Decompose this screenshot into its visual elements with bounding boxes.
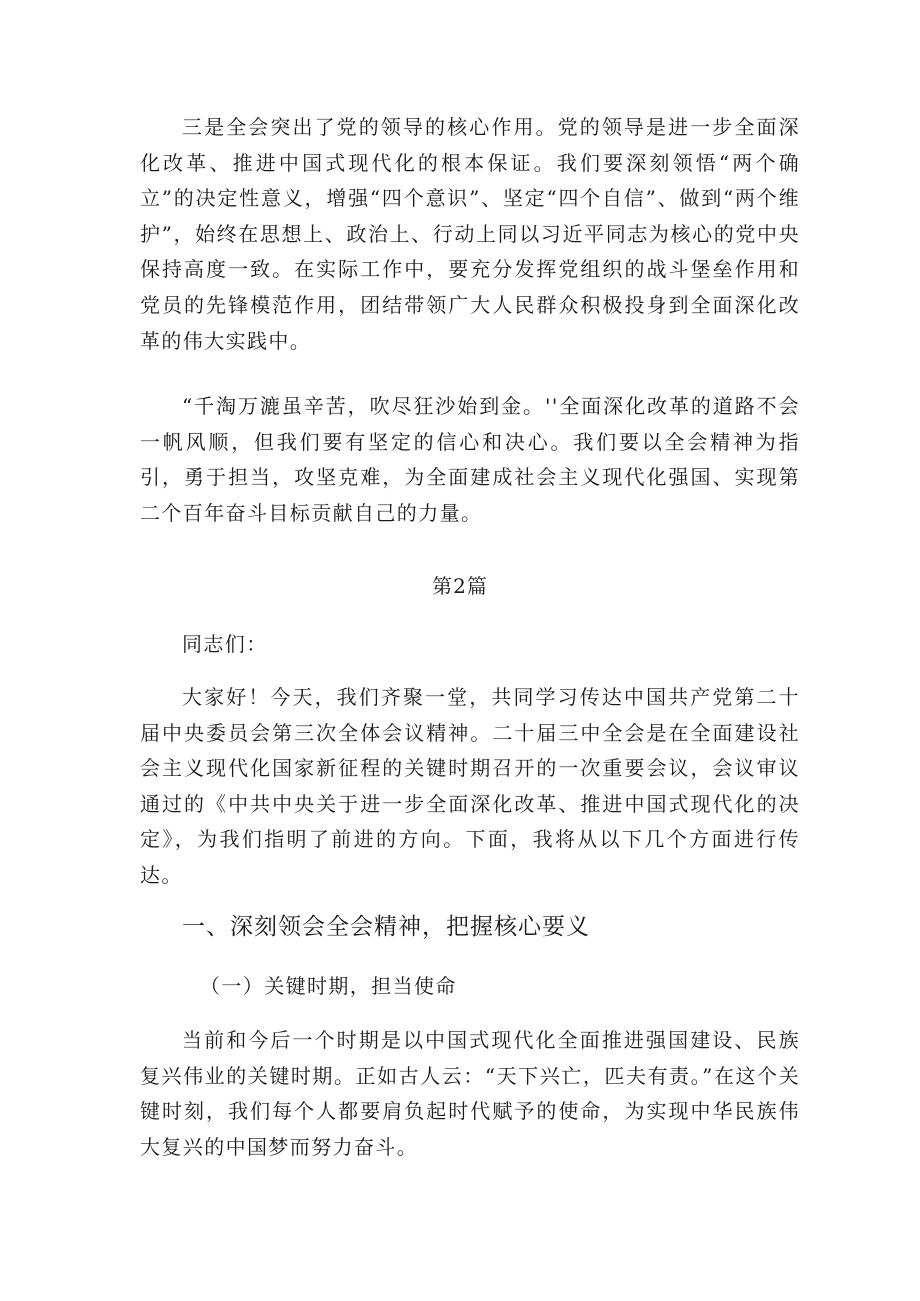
salutation: 同志们： <box>182 632 268 656</box>
paragraph-opening: 大家好！今天，我们齐聚一堂，共同学习传达中国共产党第二十届中央委员会第三次全体会议精神。二十届三中全会是在全面建设社会主义现代化国家新征程的关键时期召开的一次重要会议，会议审议通过的《中共中央关于进一步全面深化改革、推进中国式现代化的决定》，为我们指明了前进的方向。下面，我将从以下几个方面进行传达。 <box>140 685 800 887</box>
section-title: 第2篇 <box>432 574 488 598</box>
heading-1: 一、深刻领会全会精神，把握核心要义 <box>182 914 590 940</box>
paragraph-core-leadership: 三是全会突出了党的领导的核心作用。党的领导是进一步全面深化改革、推进中国式现代化的根本保证。我们要深刻领悟“两个确立”的决定性意义，增强“四个意识”、坚定“四个自信”、做到“两个维护”，始终在思想上、政治上、行动上同以习近平同志为核心的党中央保持高度一致。在实际工作中，要充分发挥党组织的战斗堡垒作用和党员的先锋模范作用，团结带领广大人民群众积极投身到全面深化改革的伟大实践中。 <box>140 115 800 353</box>
paragraph-poem-quote: “千淘万漉虽辛苦，吹尽狂沙始到金。''全面深化改革的道路不会一帆风顺，但我们要有坚定的信心和决心。我们要以全会精神为指引，勇于担当，攻坚克难，为全面建成社会主义现代化强国、实现第二个百年奋斗目标贡献自己的力量。 <box>140 394 800 525</box>
subheading-1: （一）关键时期，担当使命 <box>200 974 457 998</box>
paragraph-key-period: 当前和今后一个时期是以中国式现代化全面推进强国建设、民族复兴伟业的关键时期。正如古人云：“天下兴亡，匹夫有责。”在这个关键时刻，我们每个人都要肩负起时代赋予的使命，为实现中华民族伟大复兴的中国梦而努力奋斗。 <box>140 1028 800 1159</box>
